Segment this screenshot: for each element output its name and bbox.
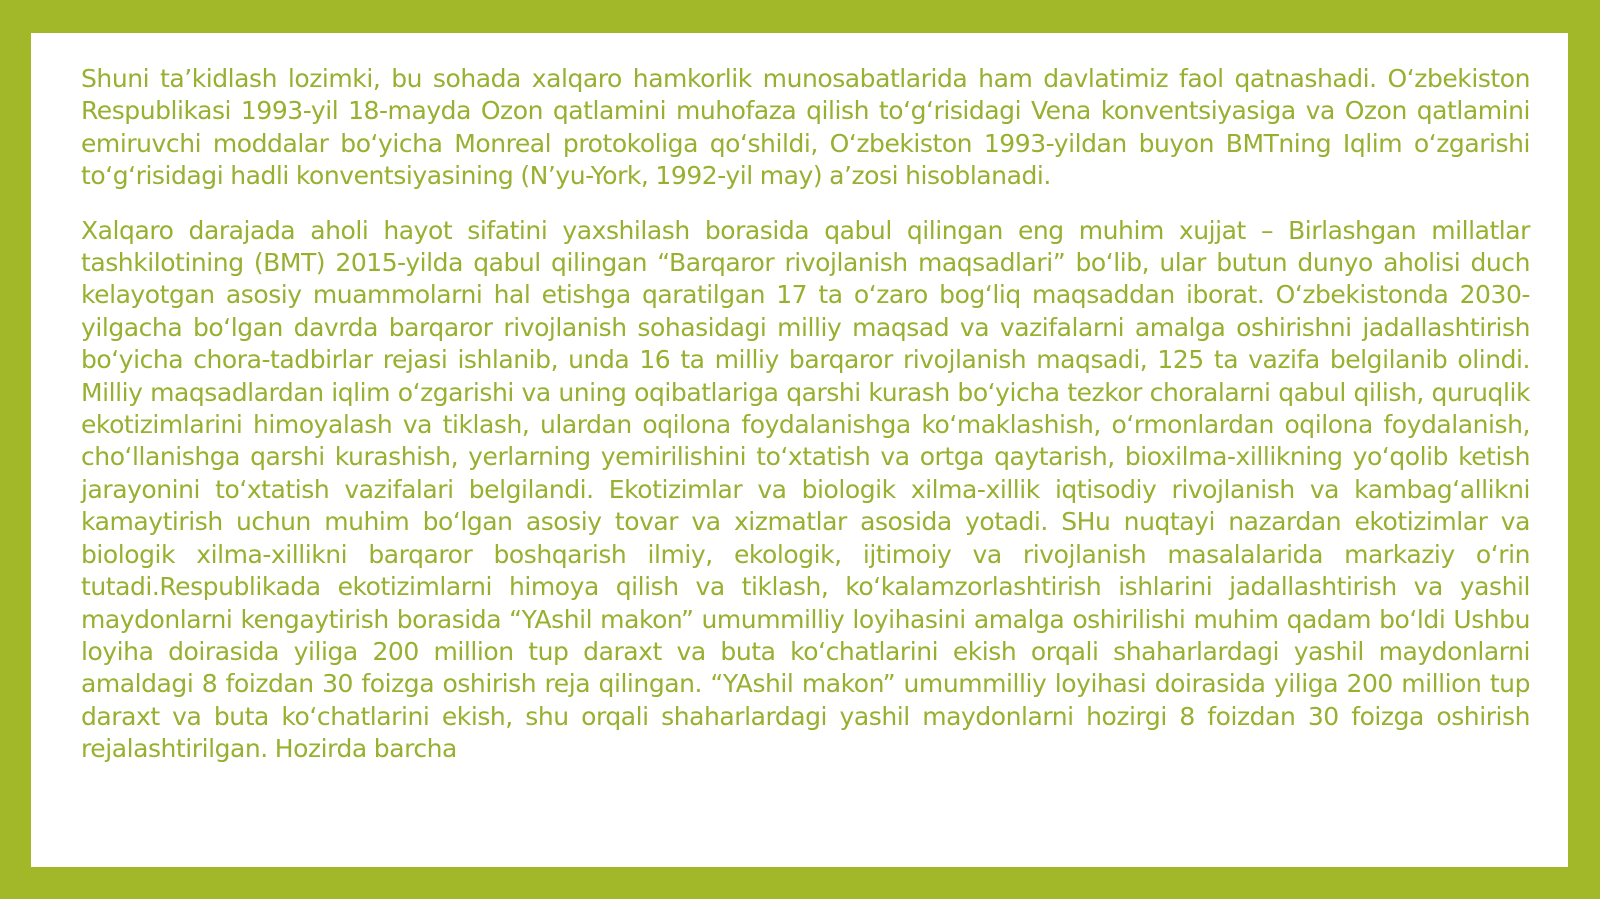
text-body xyxy=(81,63,1530,788)
paragraph-sustainable-development: Xalqaro darajada aholi hayot sifatini yaxshilash borasida qabul qilingan eng muhim xujjat – Birlashgan millatlar tashkilotining (BMT) 2015-yilda qabul qilingan “Barqaror rivojlanish maqsadlari” bo‘lib, ular butun dunyo aholisi duch kelayotgan asosiy muammolarni hal etishga qaratilgan 17 ta o‘zaro bog‘liq maqsaddan iborat. O‘zbekistonda 2030-yilgacha bo‘lgan davrda barqaror rivojlanish sohasidagi milliy maqsad va vazifalarni amalga oshirishni jadallashtirish bo‘yicha chora-tadbirlar rejasi ishlanib, unda 16 ta milliy barqaror rivojlanish maqsadi, 125 ta vazifa belgilanib olindi. Milliy maqsadlardan iqlim o‘zgarishi va uning oqibatlariga qarshi kurash bo‘yicha tezkor choralarni qabul qilish, quruqlik ekotizimlarini himoyalash va tiklash, ulardan oqilona foydalanishga ko‘maklashish, o‘rmonlardan oqilona foydalanish, cho‘llanishga qarshi kurashish, yerlarning yemirilishini to‘xtatish va ortga qaytarish, bioxilma-xillikning yo‘qolib ketish jarayonini to‘xtatish vazifalari belgilandi. Ekotizimlar va biologik xilma-xillik iqtisodiy rivojlanish va kambag‘allikni kamaytirish uchun muhim bo‘lgan asosiy tovar va xizmatlar asosida yotadi. SHu nuqtayi nazardan ekotizimlar va biologik xilma-xillikni barqaror boshqarish ilmiy, ekologik, ijtimoiy va rivojlanish masalalarida markaziy o‘rin tutadi.Respublikada ekotizimlarni himoya qilish va tiklash, ko‘kalamzorlashtirish ishlarini jadallashtirish va yashil maydonlarni kengaytirish borasida “YAshil makon” umummilliy loyihasini amalga oshirilishi muhim qadam bo‘ldi Ushbu loyiha doirasida yiliga 200 million tup daraxt va buta ko‘chatlarini ekish orqali shaharlardagi yashil maydonlarni amaldagi 8 foizdan 30 foizga oshirish reja qilingan. “YAshil makon” umummilliy loyihasi doirasida yiliga 200 million tup daraxt va buta ko‘chatlarini ekish, shu orqali shaharlardagi yashil maydonlarni hozirgi 8 foizdan 30 foizga oshirish rejalashtirilgan. Hozirda barcha xyxy=(81,215,1530,764)
paragraph-international-cooperation: Shuni ta’kidlash lozimki, bu sohada xalqaro hamkorlik munosabatlarida ham davlatimiz faol qatnashadi. O‘zbekiston Respublikasi 1993-yil 18-mayda Ozon qatlamini muhofaza qilish to‘g‘risidagi Vena konventsiyasiga va Ozon qatlamini emiruvchi moddalar bo‘yicha Monreal protokoliga qo‘shildi, O‘zbekiston 1993-yildan buyon BMTning Iqlim o‘zgarishi to‘g‘risidagi hadli konventsiyasining (N’yu-York, 1992-yil may) a’zosi hisoblanadi. xyxy=(81,64,1530,191)
content-panel xyxy=(31,33,1568,867)
